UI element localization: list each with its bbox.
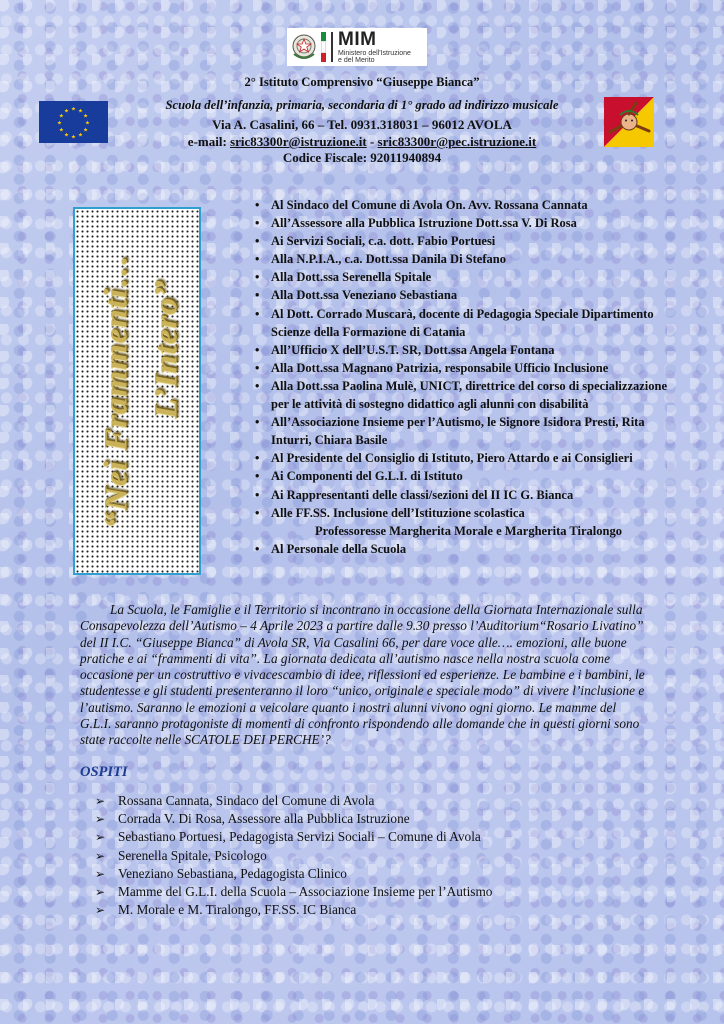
title-line-1: “Nei Frammenti… <box>98 253 135 529</box>
fiscal-code: Codice Fiscale: 92011940894 <box>282 150 442 165</box>
list-item: • Alla Dott.ssa Paolina Mulè, UNICT, direttrice del corso di specializzazione per le attività di sostegno didattico agli alunni con disabilità <box>255 377 675 413</box>
svg-text:★: ★ <box>85 120 90 127</box>
mim-subtitle: Ministero dell'Istruzione e del Merito <box>338 50 411 64</box>
guest-item: ➢ Veneziano Sebastiana, Pedagogista Clinico <box>95 865 615 883</box>
guest-item: ➢ Sebastiano Portuesi, Pedagogista Servizi Sociali – Comune di Avola <box>95 828 615 846</box>
list-item: • Alla N.P.I.A., c.a. Dott.ssa Danila Di Stefano <box>255 250 675 268</box>
list-item: • Ai Rappresentanti delle classi/sezioni del II IC G. Bianca <box>255 486 675 504</box>
guest-item: ➢ Serenella Spitale, Psicologo <box>95 847 615 865</box>
list-item: • All’Ufficio X dell’U.S.T. SR, Dott.ssa Angela Fontana <box>255 341 675 359</box>
svg-text:★: ★ <box>83 127 89 134</box>
school-description: Scuola dell’infanzia, primaria, secondaria di 1° grado ad indirizzo musicale <box>165 98 559 112</box>
title-box <box>73 207 201 575</box>
svg-text:★: ★ <box>57 120 62 127</box>
guest-item: ➢ Mamme del G.L.I. della Scuola – Associazione Insieme per l’Autismo <box>95 883 615 901</box>
guest-item: ➢ Corrada V. Di Rosa, Assessore alla Pubblica Istruzione <box>95 810 615 828</box>
svg-text:★: ★ <box>64 132 69 139</box>
list-item: • All’Assessore alla Pubblica Istruzione Dott.ssa V. Di Rosa <box>255 214 675 232</box>
svg-text:★: ★ <box>71 134 76 141</box>
list-item: • Ai Componenti del G.L.I. di Istituto <box>255 467 675 485</box>
list-item-continuation: Professoresse Margherita Morale e Margherita Tiralongo <box>315 523 622 538</box>
list-item: • Alla Dott.ssa Magnano Patrizia, responsabile Ufficio Inclusione <box>255 359 675 377</box>
guest-item: ➢ Rossana Cannata, Sindaco del Comune di Avola <box>95 792 615 810</box>
title-line-2: L’Intero” <box>148 279 185 419</box>
italian-republic-emblem-icon <box>291 32 317 62</box>
list-item-text: Alle FF.SS. Inclusione dell’Istituzione scolastica <box>271 505 525 520</box>
list-item: • Alla Dott.ssa Veneziano Sebastiana <box>255 286 675 304</box>
guests-heading: OSPITI <box>80 764 128 780</box>
school-name: 2° Istituto Comprensivo “Giuseppe Bianca” <box>244 75 480 89</box>
email-separator: - <box>366 134 378 149</box>
mim-acronym: MIM <box>338 29 377 50</box>
guests-list <box>95 792 615 919</box>
list-item: • Al Sindaco del Comune di Avola On. Avv. Rossana Cannata <box>255 196 675 214</box>
list-item: • All’Associazione Insieme per l’Autismo, le Signore Isidora Presti, Rita Inturri, Chiara Basile <box>255 413 675 449</box>
list-item: • Al Dott. Corrado Muscarà, docente di Pedagogia Speciale Dipartimento Scienze della Formazione di Catania <box>255 305 675 341</box>
svg-text:★: ★ <box>64 108 69 115</box>
event-description-text: La Scuola, le Famiglie e il Territorio si incontrano in occasione della Giornata Internazionale sulla Consapevolezza dell’Autismo – 4 Aprile 2023 a partire dalle 9.30 presso l’Auditorium“Rosario Livatino” del II I.C. “Giuseppe Bianca” di Avola SR, Via Casalini 66, per dare voce alle…. emozioni, alle buone pratiche e ai “frammenti di vita”. La giornata dedicata all’autismo nasce nella nostra scuola come occasione per un costruttivo e vivacescambio di idee, riflessioni ed esperienze. Le bambine e i bambini, le studentesse e gli studenti presenteranno il loro “unico, originale e speciale modo” di vivere l’inclusione e l’autismo. Saranno le emozioni a veicolare quanto i nostri alunni vivono ogni giorno. Le mamme del G.L.I. saranno protagoniste di momenti di confronto rispondendo alle domande che in questi giorni sono state raccolte nelle SCATOLE DEI PERCHE’? <box>80 602 645 748</box>
mim-logo <box>287 28 427 66</box>
recipients-list <box>255 196 675 558</box>
list-item <box>255 504 675 540</box>
list-item: • Al Personale della Scuola <box>255 540 675 558</box>
svg-text:★: ★ <box>58 127 64 134</box>
svg-text:★: ★ <box>71 106 76 113</box>
email-prefix: e-mail: <box>187 134 231 149</box>
email-link-istruzione[interactable]: sric83300r@istruzione.it <box>230 134 367 149</box>
svg-text:★: ★ <box>78 108 83 115</box>
school-address: Via A. Casalini, 66 – Tel. 0931.318031 – 96012 AVOLA <box>212 117 512 132</box>
list-item: • Alla Dott.ssa Serenella Spitale <box>255 268 675 286</box>
school-email-line <box>0 134 724 150</box>
logo-divider <box>331 32 333 62</box>
svg-text:★: ★ <box>83 113 89 120</box>
event-description <box>80 602 650 749</box>
svg-text:★: ★ <box>78 132 83 139</box>
email-link-pec[interactable]: sric83300r@pec.istruzione.it <box>377 134 537 149</box>
svg-text:★: ★ <box>58 113 64 120</box>
list-item: • Ai Servizi Sociali, c.a. dott. Fabio Portuesi <box>255 232 675 250</box>
guest-item: ➢ M. Morale e M. Tiralongo, FF.SS. IC Bianca <box>95 901 615 919</box>
list-item: • Al Presidente del Consiglio di Istituto, Piero Attardo e ai Consiglieri <box>255 449 675 467</box>
tricolor-stripe <box>321 32 326 62</box>
